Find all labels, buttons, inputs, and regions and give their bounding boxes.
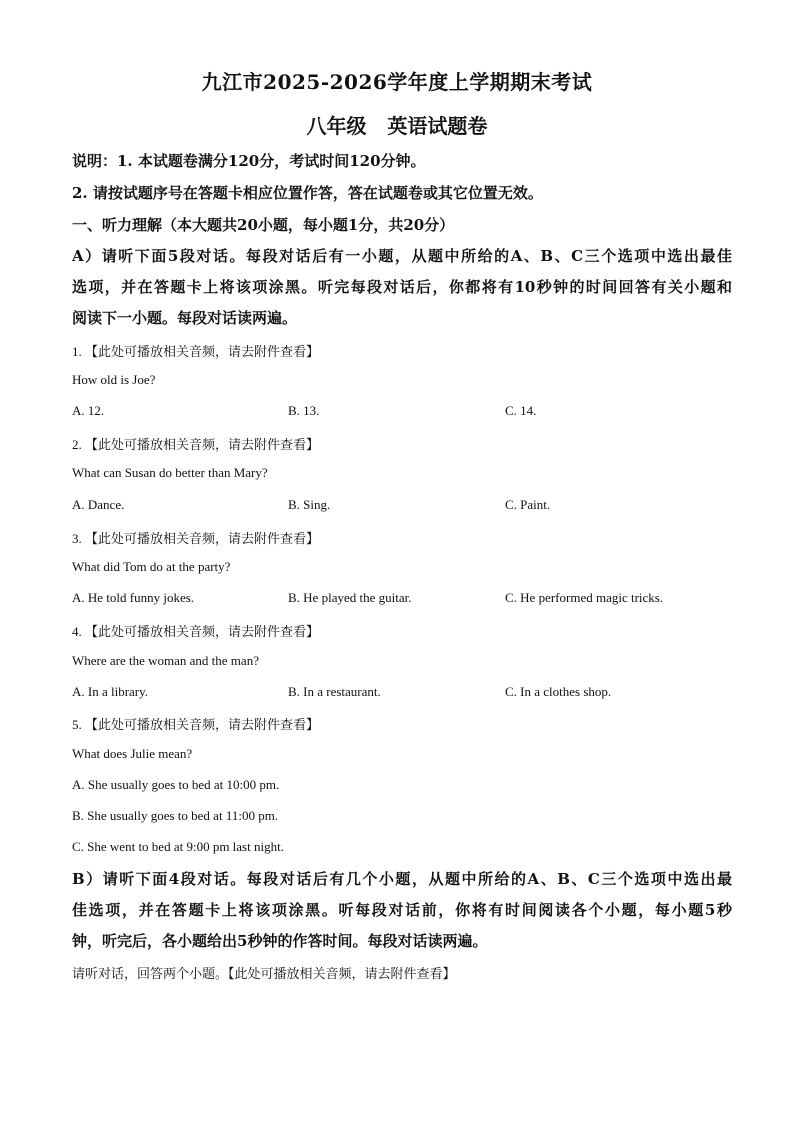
question-4-option-a: A. In a library. — [72, 684, 149, 699]
question-3-option-c: C. He performed magic tricks. — [505, 590, 664, 605]
partB-instruction-line-1: B）请听下面4段对话。每段对话后有几个小题，从题中所给的A、B、C三个选项中选出最 — [72, 870, 732, 888]
question-5-option-c: C. She went to bed at 9:00 pm last night. — [72, 839, 284, 854]
question-number: 4. — [72, 624, 82, 639]
partA-instruction-line-1: A）请听下面5段对话。每段对话后有一小题，从题中所给的A、B、C三个选项中选出最佳 — [72, 247, 732, 265]
question-3-text: What did Tom do at the party? — [72, 559, 231, 574]
audio-placeholder[interactable]: 【此处可播放相关音频，请去附件查看】 — [85, 344, 320, 359]
section-heading-listening: 一、听力理解（本大题共20小题，每小题1分，共20分） — [72, 216, 455, 234]
question-3-audio — [72, 528, 732, 547]
question-4-text: Where are the woman and the man? — [72, 653, 259, 668]
question-2-audio — [72, 434, 732, 453]
note-line-2: 2. 请按试题序号在答题卡相应位置作答，答在试题卷或其它位置无效。 — [72, 184, 543, 202]
question-5-text: What does Julie mean? — [72, 746, 193, 761]
partB-dialogue-instruction[interactable]: 请听对话，回答两个小题。【此处可播放相关音频，请去附件查看】 — [72, 966, 456, 981]
audio-placeholder[interactable]: 【此处可播放相关音频，请去附件查看】 — [85, 624, 320, 639]
question-3-option-a: A. He told funny jokes. — [72, 590, 195, 605]
question-1-text: How old is Joe? — [72, 372, 156, 387]
audio-placeholder[interactable]: 【此处可播放相关音频，请去附件查看】 — [85, 437, 320, 452]
question-1-option-b: B. 13. — [288, 403, 320, 418]
question-4-option-b: B. In a restaurant. — [288, 684, 381, 699]
question-2-option-b: B. Sing. — [288, 497, 331, 512]
exam-title: 九江市2025-2026学年度上学期期末考试 — [201, 70, 593, 94]
partB-instruction-line-2: 佳选项，并在答题卡上将该项涂黑。听每段对话前，你将有时间阅读各个小题，每小题5秒 — [72, 901, 732, 919]
question-number: 2. — [72, 437, 82, 452]
question-number: 1. — [72, 344, 82, 359]
question-4-audio — [72, 621, 732, 640]
question-2-option-c: C. Paint. — [505, 497, 551, 512]
question-2-option-a: A. Dance. — [72, 497, 125, 512]
question-1-option-a: A. 12. — [72, 403, 105, 418]
question-1-audio — [72, 341, 732, 360]
question-5-option-a: A. She usually goes to bed at 10:00 pm. — [72, 777, 280, 792]
question-number: 3. — [72, 531, 82, 546]
partB-instruction-line-3: 钟，听完后，各小题给出5秒钟的作答时间。每段对话读两遍。 — [72, 932, 488, 950]
audio-placeholder[interactable]: 【此处可播放相关音频，请去附件查看】 — [85, 717, 320, 732]
question-5-option-b: B. She usually goes to bed at 11:00 pm. — [72, 808, 279, 823]
partA-instruction-line-3: 阅读下一小题。每段对话读两遍。 — [72, 309, 298, 327]
question-1-option-c: C. 14. — [505, 403, 537, 418]
question-4-option-c: C. In a clothes shop. — [505, 684, 612, 699]
question-5-audio — [72, 714, 732, 733]
question-number: 5. — [72, 717, 82, 732]
partA-instruction-line-2: 选项，并在答题卡上将该项涂黑。听完每段对话后，你都将有10秒钟的时间回答有关小题和 — [72, 278, 732, 296]
note-line-1: 说明：1. 本试题卷满分120分，考试时间120分钟。 — [72, 152, 426, 170]
audio-placeholder[interactable]: 【此处可播放相关音频，请去附件查看】 — [85, 531, 320, 546]
question-3-option-b: B. He played the guitar. — [288, 590, 412, 605]
question-2-text: What can Susan do better than Mary? — [72, 465, 268, 480]
exam-subtitle: 八年级 英语试题卷 — [306, 114, 488, 138]
